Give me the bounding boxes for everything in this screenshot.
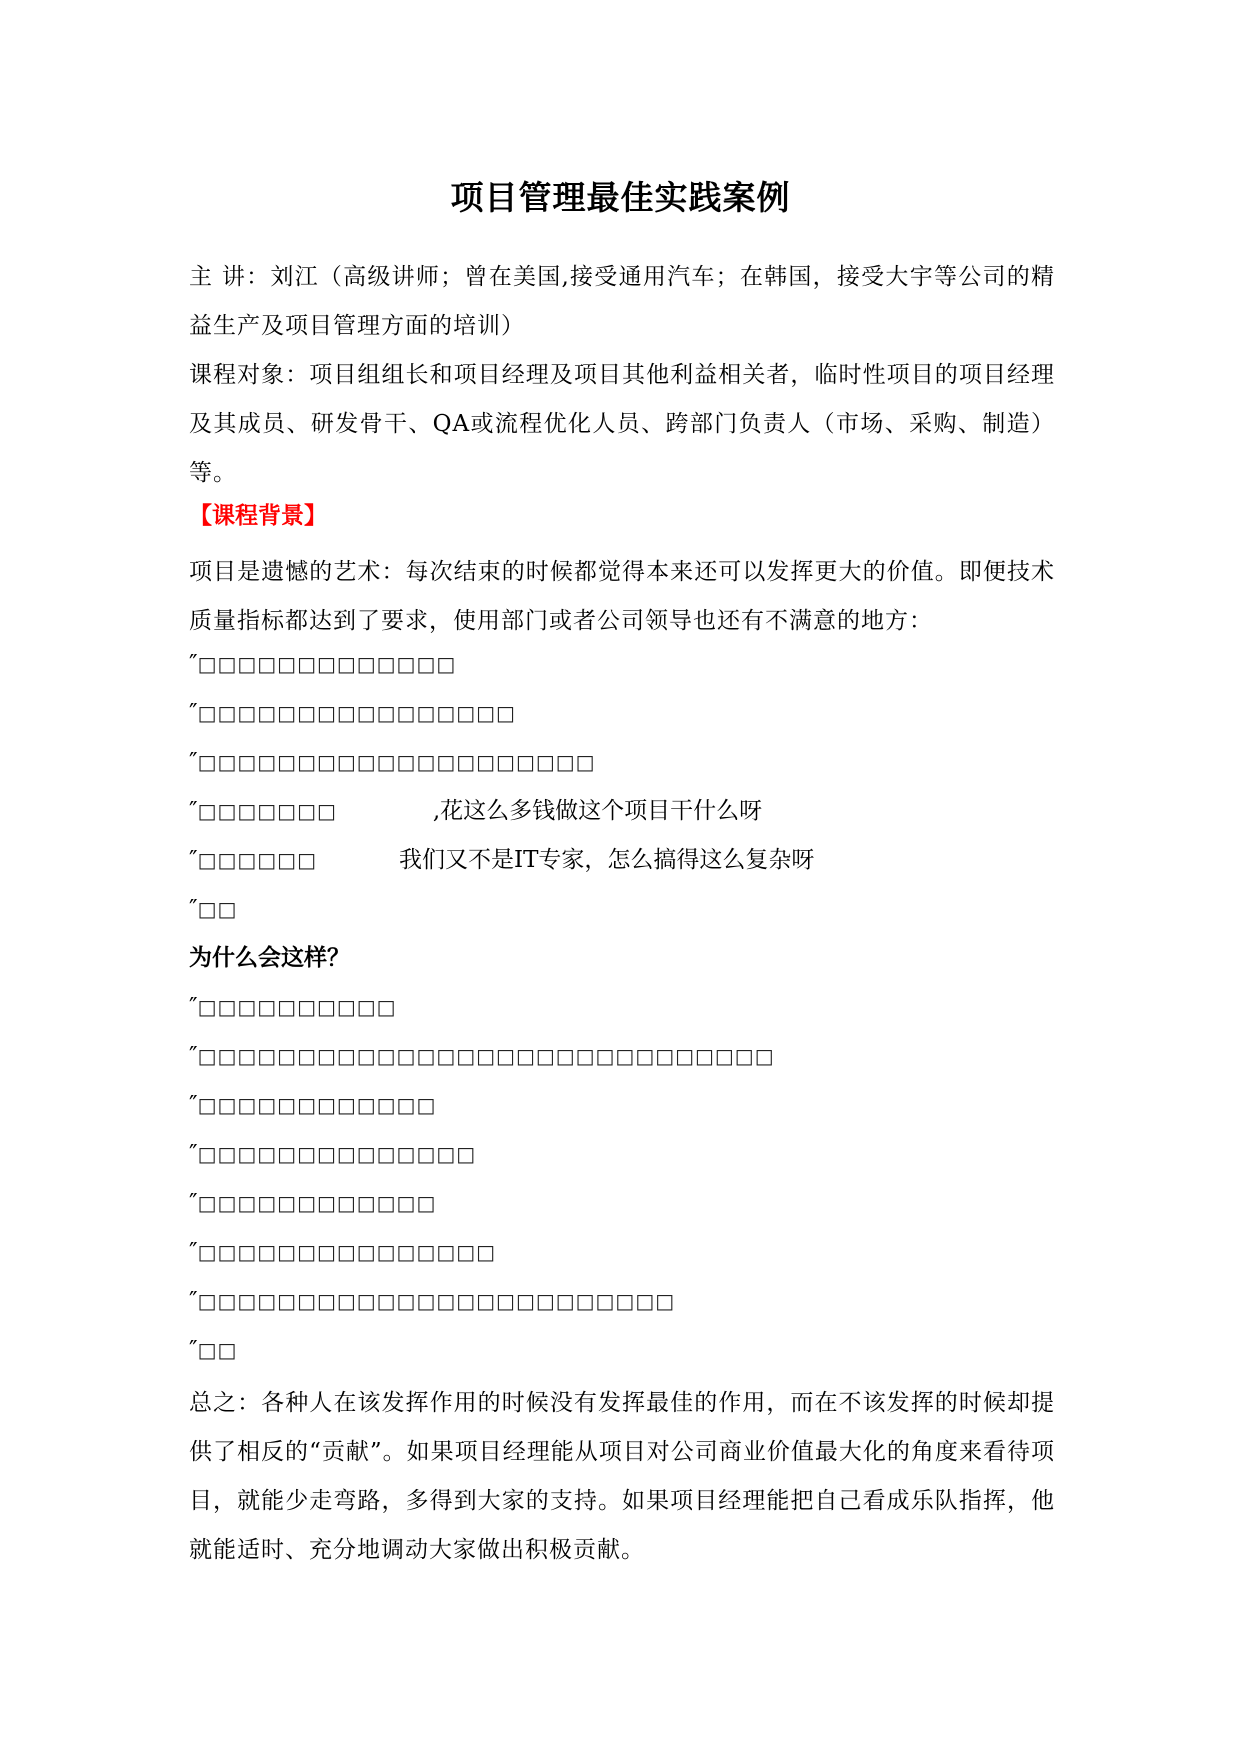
- missing-glyph-text: □□□□□□□□□□□□□□□□: [197, 701, 516, 725]
- missing-glyph-text: □□□□□□□□□□□□□□□: [197, 1240, 497, 1264]
- list-item: [189, 992, 1055, 1022]
- bullet-mark: ″: [189, 1190, 198, 1216]
- why-heading: 为什么会这样？: [189, 945, 350, 971]
- bullet-mark: ″: [189, 1239, 198, 1265]
- bullet-mark: ″: [189, 994, 198, 1020]
- bullet-mark: ″: [189, 896, 198, 922]
- bullet-mark: ″: [189, 847, 198, 873]
- bullet-mark: ″: [189, 1141, 198, 1167]
- list-item-text: 我们又不是IT专家，怎么搞得这么复杂呀: [398, 847, 815, 873]
- course-audience: 课程对象：项目组组长和项目经理及项目其他利益相关者，临时性项目的项目经理及其成员、研发骨干、QA或流程优化人员、跨部门负责人（市场、采购、制造）等。: [189, 362, 1055, 486]
- missing-glyph-text: □□□□□□□: [197, 799, 337, 823]
- list-item: [189, 1188, 1055, 1218]
- lecturer-info: 主 讲：刘江（高级讲师；曾在美国,接受通用汽车；在韩国，接受大宇等公司的精益生产及项目管理方面的培训）: [189, 264, 1055, 339]
- bullet-mark: ″: [189, 1092, 198, 1118]
- bullet-mark: ″: [189, 798, 198, 824]
- bullet-mark: ″: [189, 1288, 198, 1314]
- missing-glyph-text: □□□□□□□□□□□□□□□□□□□□□□□□: [197, 1289, 676, 1313]
- course-background-heading: 【课程背景】: [189, 503, 327, 529]
- missing-glyph-text: □□□□□□□□□□□□□□: [197, 1142, 477, 1166]
- bullet-mark: ″: [189, 1043, 198, 1069]
- list-item: [189, 1286, 1055, 1316]
- missing-glyph-text: □□□□□□□□□□□□□□□□□□□□: [197, 750, 596, 774]
- background-paragraph: 项目是遗憾的艺术：每次结束的时候都觉得本来还可以发挥更大的价值。即便技术质量指标都达到了要求，使用部门或者公司领导也还有不满意的地方：: [189, 559, 1055, 634]
- missing-glyph-text: □□□□□□□□□□□□□: [197, 652, 457, 676]
- list-item: [189, 845, 1055, 875]
- missing-glyph-text: □□□□□□□□□□: [197, 995, 397, 1019]
- bullet-mark: ″: [189, 1337, 198, 1363]
- list-item: [189, 894, 1055, 924]
- list-item: [189, 747, 1055, 777]
- list-item: [189, 1041, 1055, 1071]
- bullet-mark: ″: [189, 749, 198, 775]
- list-item-text: ,花这么多钱做这个项目干什么呀: [432, 798, 763, 824]
- missing-glyph-text: □□: [197, 1338, 238, 1362]
- missing-glyph-text: □□□□□□: [197, 848, 317, 872]
- missing-glyph-text: □□□□□□□□□□□□: [197, 1191, 437, 1215]
- list-item: [189, 1237, 1055, 1267]
- list-item: [189, 698, 1055, 728]
- list-item: [189, 796, 1055, 826]
- missing-glyph-text: □□: [197, 897, 238, 921]
- bullet-mark: ″: [189, 651, 198, 677]
- list-item: [189, 1335, 1055, 1365]
- bullet-mark: ″: [189, 700, 198, 726]
- summary-paragraph: 总之：各种人在该发挥作用的时候没有发挥最佳的作用，而在不该发挥的时候却提供了相反的“贡献”。如果项目经理能从项目对公司商业价值最大化的角度来看待项目，就能少走弯路，多得到大家的支持。如果项目经理能把自己看成乐队指挥，他就能适时、充分地调动大家做出积极贡献。: [189, 1390, 1055, 1563]
- missing-glyph-text: □□□□□□□□□□□□□□□□□□□□□□□□□□□□□: [197, 1044, 775, 1068]
- list-item: [189, 649, 1055, 679]
- list-item: [189, 1090, 1055, 1120]
- document-title: 项目管理最佳实践案例: [450, 178, 791, 217]
- missing-glyph-text: □□□□□□□□□□□□: [197, 1093, 437, 1117]
- list-item: [189, 1139, 1055, 1169]
